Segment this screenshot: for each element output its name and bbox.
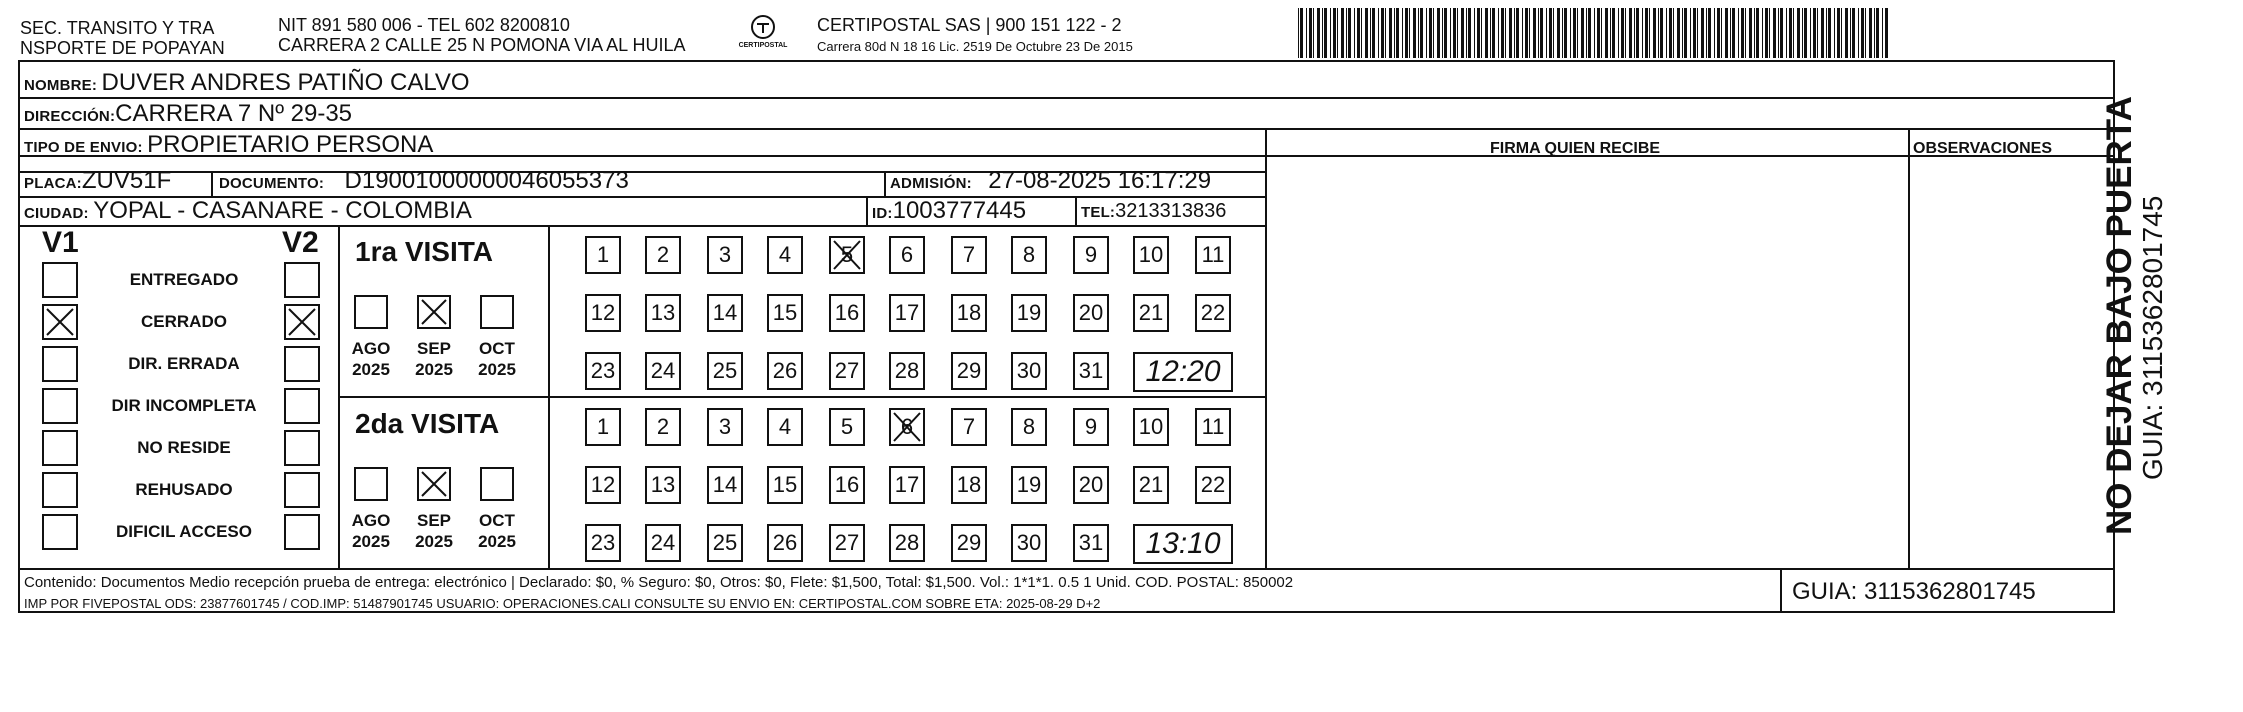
day-number: 10 (1138, 242, 1164, 267)
nombre-value: DUVER ANDRES PATIÑO CALVO (101, 69, 470, 96)
direccion-label: DIRECCIÓN: (24, 108, 116, 125)
v2-checkbox[interactable] (284, 430, 320, 466)
day-number: 14 (712, 472, 738, 497)
no-dejar-bajo-puerta: NO DEJAR BAJO PUERTA (2100, 96, 2139, 535)
guia-box: GUIA: 3115362801745 (1792, 578, 2036, 605)
day-number: 6 (900, 414, 914, 439)
day-number: 14 (712, 300, 738, 325)
documento-field (219, 168, 629, 197)
day-box[interactable] (889, 524, 925, 562)
day-number: 7 (962, 414, 976, 439)
day-box[interactable] (1073, 466, 1109, 504)
day-number: 18 (956, 300, 982, 325)
day-box[interactable] (951, 236, 987, 274)
ciudad-field (24, 198, 472, 227)
day-box[interactable] (585, 352, 621, 390)
time-box[interactable]: 12:20 (1133, 352, 1233, 392)
id-value: 1003777445 (892, 197, 1027, 224)
day-number: 4 (778, 242, 792, 267)
admision-value: 27-08-2025 16:17:29 (988, 167, 1212, 194)
tel-field (1081, 198, 1226, 226)
status-label: CERRADO (141, 312, 227, 331)
day-number: 7 (962, 242, 976, 267)
day-number: 25 (712, 358, 738, 383)
day-number: 23 (590, 530, 616, 555)
day-box[interactable] (707, 524, 743, 562)
month-year: 2025 (478, 360, 516, 379)
day-box[interactable] (951, 294, 987, 332)
v2-checkbox[interactable] (284, 388, 320, 424)
day-number: 13 (650, 300, 676, 325)
v1-checkbox[interactable] (42, 304, 78, 340)
day-number: 22 (1200, 472, 1226, 497)
day-box[interactable] (707, 352, 743, 390)
day-number: 31 (1078, 530, 1104, 555)
month-year: 2025 (478, 532, 516, 551)
sender-line-2: NSPORTE DE POPAYAN (20, 38, 225, 58)
day-box[interactable] (889, 408, 925, 446)
id-label: ID: (872, 205, 893, 222)
day-box[interactable] (767, 294, 803, 332)
day-box[interactable] (951, 524, 987, 562)
logo-text: CERTIPOSTAL (738, 42, 788, 49)
time-box[interactable]: 13:10 (1133, 524, 1233, 564)
day-box[interactable] (889, 236, 925, 274)
day-number: 2 (656, 242, 670, 267)
day-box[interactable] (889, 466, 925, 504)
day-number: 4 (778, 414, 792, 439)
ciudad-label: CIUDAD: (24, 205, 89, 222)
v1-checkbox[interactable] (42, 262, 78, 298)
v2-checkbox[interactable] (284, 472, 320, 508)
day-number: 31 (1078, 358, 1104, 383)
day-number: 27 (834, 358, 860, 383)
month-checkbox[interactable] (417, 295, 451, 329)
v2-label: V2 (282, 226, 319, 259)
tipo-envio-field (24, 132, 433, 161)
firma-label: FIRMA QUIEN RECIBE (1490, 140, 1661, 157)
day-box[interactable] (829, 466, 865, 504)
month-label: AGO (351, 511, 391, 530)
day-box[interactable] (767, 236, 803, 274)
day-number: 13 (650, 472, 676, 497)
day-number: 11 (1201, 242, 1225, 267)
day-number: 1 (596, 242, 610, 267)
day-box[interactable] (585, 466, 621, 504)
day-box[interactable] (585, 236, 621, 274)
day-box[interactable] (1073, 236, 1109, 274)
nit-line: NIT 891 580 006 - TEL 602 8200810 (278, 15, 570, 35)
day-box[interactable] (889, 352, 925, 390)
month-label: SEP (416, 511, 452, 530)
month-checkbox[interactable] (354, 467, 388, 501)
day-number: 27 (834, 530, 860, 555)
day-box[interactable] (1011, 408, 1047, 446)
day-number: 30 (1016, 358, 1042, 383)
sender-block (20, 18, 225, 58)
status-label: NO RESIDE (137, 438, 231, 457)
v1-checkbox[interactable] (42, 472, 78, 508)
day-number: 15 (772, 300, 798, 325)
day-box[interactable] (645, 408, 681, 446)
day-box[interactable] (1073, 352, 1109, 390)
month-year: 2025 (352, 532, 390, 551)
day-box[interactable] (707, 408, 743, 446)
day-number: 26 (772, 358, 798, 383)
month-label: OCT (479, 511, 515, 530)
v1-label: V1 (42, 226, 79, 259)
day-box[interactable] (767, 466, 803, 504)
day-number: 19 (1016, 300, 1042, 325)
side-guia: GUIA: 3115362801745 (2137, 195, 2168, 480)
day-box[interactable] (829, 352, 865, 390)
day-number: 16 (834, 300, 860, 325)
day-number: 26 (772, 530, 798, 555)
day-number: 29 (956, 358, 982, 383)
day-number: 21 (1138, 472, 1164, 497)
day-number: 19 (1016, 472, 1042, 497)
status-label: DIFICIL ACCESO (115, 522, 252, 541)
day-box[interactable] (645, 466, 681, 504)
day-number: 22 (1200, 300, 1226, 325)
day-number: 24 (650, 530, 676, 555)
day-number: 17 (894, 300, 920, 325)
placa-value: ZUV51F (81, 167, 172, 194)
day-box[interactable] (1195, 236, 1231, 274)
day-box[interactable] (889, 294, 925, 332)
day-box[interactable] (585, 408, 621, 446)
status-label: DIR. ERRADA (128, 354, 240, 373)
admision-label: ADMISIÓN: (890, 175, 972, 192)
v2-checkbox[interactable] (284, 304, 320, 340)
day-number: 20 (1078, 300, 1104, 325)
v1-checkbox[interactable] (42, 346, 78, 382)
day-box[interactable] (1073, 524, 1109, 562)
month-checkbox[interactable] (480, 467, 514, 501)
barcode (1298, 8, 1893, 58)
visit-title: 2da VISITA (355, 408, 500, 439)
day-box[interactable] (645, 524, 681, 562)
day-box[interactable] (707, 466, 743, 504)
day-number: 9 (1084, 414, 1098, 439)
v1-checkbox[interactable] (42, 388, 78, 424)
day-box[interactable] (645, 352, 681, 390)
day-box[interactable] (585, 524, 621, 562)
tel-value: 3213313836 (1115, 200, 1227, 222)
sender-line-1: SEC. TRANSITO Y TRA (20, 18, 215, 38)
tipo-envio-value: PROPIETARIO PERSONA (147, 131, 434, 158)
day-box[interactable] (1011, 524, 1047, 562)
day-box[interactable] (767, 524, 803, 562)
v1-checkbox[interactable] (42, 430, 78, 466)
company-block (817, 15, 1133, 57)
day-box[interactable] (951, 352, 987, 390)
company-line: CERTIPOSTAL SAS | 900 151 122 - 2 (817, 15, 1122, 35)
tel-label: TEL: (1081, 204, 1116, 221)
day-number: 21 (1138, 300, 1164, 325)
month-checkbox[interactable] (417, 467, 451, 501)
direccion-value: CARRERA 7 Nº 29-35 (115, 100, 353, 127)
day-number: 10 (1138, 414, 1164, 439)
day-box[interactable] (951, 466, 987, 504)
day-number: 15 (772, 472, 798, 497)
day-number: 3 (718, 242, 732, 267)
day-number: 11 (1201, 414, 1225, 439)
day-box[interactable] (1133, 236, 1169, 274)
day-number: 6 (900, 242, 914, 267)
day-number: 25 (712, 530, 738, 555)
certipostal-logo (728, 14, 798, 54)
day-number: 17 (894, 472, 920, 497)
day-box[interactable] (1133, 294, 1169, 332)
day-number: 12 (590, 300, 616, 325)
v1-checkbox[interactable] (42, 514, 78, 550)
day-box[interactable] (1011, 352, 1047, 390)
day-box[interactable] (1073, 408, 1109, 446)
day-number: 28 (894, 358, 920, 383)
day-box[interactable] (1133, 408, 1169, 446)
status-label: REHUSADO (135, 480, 233, 499)
month-label: OCT (479, 339, 515, 358)
day-box[interactable] (707, 294, 743, 332)
v2-checkbox[interactable] (284, 514, 320, 550)
documento-value: D19001000000046055373 (344, 167, 629, 194)
day-number: 16 (834, 472, 860, 497)
day-box[interactable] (767, 408, 803, 446)
day-box[interactable] (707, 236, 743, 274)
ciudad-value: YOPAL - CASANARE - COLOMBIA (93, 197, 472, 224)
day-box[interactable] (829, 236, 865, 274)
v2-checkbox[interactable] (284, 262, 320, 298)
documento-label: DOCUMENTO: (219, 175, 325, 192)
placa-label: PLACA: (24, 175, 82, 192)
day-number: 28 (894, 530, 920, 555)
day-number: 8 (1022, 414, 1036, 439)
nit-block (278, 15, 686, 55)
month-label: SEP (416, 339, 452, 358)
month-year: 2025 (415, 360, 453, 379)
day-number: 20 (1078, 472, 1104, 497)
day-box[interactable] (585, 294, 621, 332)
day-box[interactable] (1195, 294, 1231, 332)
month-checkbox[interactable] (354, 295, 388, 329)
day-box[interactable] (1195, 408, 1231, 446)
visit-title: 1ra VISITA (355, 236, 493, 267)
day-number: 24 (650, 358, 676, 383)
imp-text: IMP POR FIVEPOSTAL ODS: 23877601745 / COD.IMP: 51487901745 USUARIO: OPERACIONES.CALI CONSULTE SU ENVIO EN: CERTIPOSTAL.COM SOBRE ETA: 2025-08-29 D+2 (24, 596, 1101, 611)
day-number: 29 (956, 530, 982, 555)
address-line: CARRERA 2 CALLE 25 N POMONA VIA AL HUILA (278, 35, 686, 55)
day-number: 23 (590, 358, 616, 383)
day-box[interactable] (645, 236, 681, 274)
tipo-envio-label: TIPO DE ENVIO: (24, 139, 143, 156)
month-year: 2025 (352, 360, 390, 379)
day-number: 8 (1022, 242, 1036, 267)
nombre-field (24, 70, 470, 99)
day-number: 30 (1016, 530, 1042, 555)
direccion-field (24, 101, 352, 130)
placa-field (24, 168, 171, 197)
day-number: 2 (656, 414, 670, 439)
month-label: AGO (351, 339, 391, 358)
day-box[interactable] (1073, 294, 1109, 332)
day-box[interactable] (645, 294, 681, 332)
day-number: 9 (1084, 242, 1098, 267)
day-box[interactable] (1195, 466, 1231, 504)
observaciones-label: OBSERVACIONES (1913, 140, 2052, 157)
month-year: 2025 (415, 532, 453, 551)
day-number: 5 (840, 242, 854, 267)
day-box[interactable] (951, 408, 987, 446)
contenido-text: Contenido: Documentos Medio recepción prueba de entrega: electrónico | Declarado: $0, % Seguro: $0, Otros: $0, Flete: $1,500, Total: $1,500. Vol.: 1*1*1. 0.5 1 Unid. COD. POSTAL: 850002 (24, 574, 1294, 591)
admision-field (890, 168, 1211, 197)
day-box[interactable] (1133, 466, 1169, 504)
day-box[interactable] (829, 408, 865, 446)
day-box[interactable] (829, 524, 865, 562)
day-box[interactable] (1011, 236, 1047, 274)
v2-checkbox[interactable] (284, 346, 320, 382)
company-address: Carrera 80d N 18 16 Lic. 2519 De Octubre 23 De 2015 (817, 39, 1133, 54)
id-field (872, 198, 1026, 227)
status-label: DIR INCOMPLETA (111, 396, 257, 415)
day-number: 1 (596, 414, 610, 439)
day-number: 18 (956, 472, 982, 497)
day-box[interactable] (1011, 466, 1047, 504)
day-number: 12 (590, 472, 616, 497)
status-label: ENTREGADO (129, 270, 239, 289)
day-number: 5 (840, 414, 854, 439)
day-box[interactable] (767, 352, 803, 390)
day-number: 3 (718, 414, 732, 439)
day-box[interactable] (1011, 294, 1047, 332)
day-box[interactable] (829, 294, 865, 332)
month-checkbox[interactable] (480, 295, 514, 329)
nombre-label: NOMBRE: (24, 77, 98, 94)
